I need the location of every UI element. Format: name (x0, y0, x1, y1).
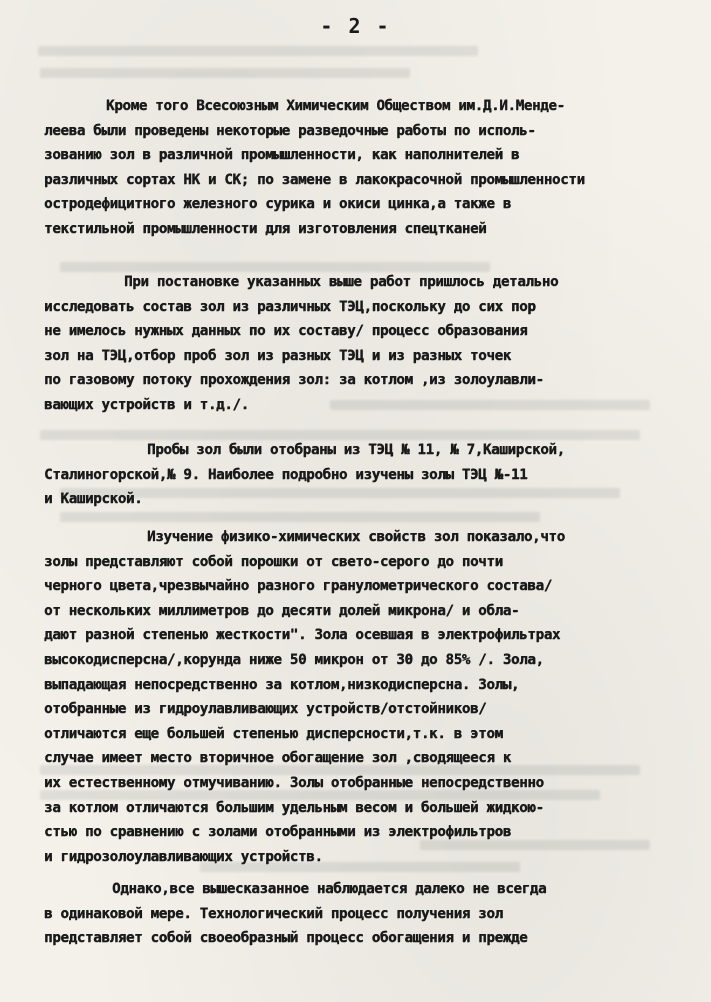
paragraph-5 (44, 877, 684, 951)
text-line: отобранные из гидроулавливающих устройств/отстойников/ (44, 701, 487, 718)
text-line: остродефицитного железного сурика и окиси цинка,а также в (44, 196, 511, 213)
text-line: Изучение физико-химических свойств зол показало,что (147, 529, 565, 545)
text-line: отличаются еще большей степенью дисперсности,т.к. в этом (44, 725, 503, 742)
text-line: исследовать состав зол из различных ТЭЦ,поскольку до сих пор (44, 298, 536, 315)
text-line: дают разной степенью жесткости". Зола осевшая в электрофильтрах (44, 627, 561, 644)
page-number: - 2 - (320, 14, 391, 38)
text-line: Кроме того Всесоюзным Химическим Обществом им.Д.И.Менде- (106, 98, 565, 114)
paragraph-3 (44, 438, 684, 512)
text-line: не имелось нужных данных по их составу/ процесс образования (44, 323, 528, 340)
text-line: Однако,все вышесказанное наблюдается далеко не всегда (112, 881, 547, 897)
text-line: Пробы зол были отобраны из ТЭЦ № 11, № 7,Каширской, (147, 442, 565, 458)
bleed-through-mark (40, 68, 410, 78)
text-line: и гидрозолоулавливающих устройств. (44, 848, 323, 865)
paragraph-1 (44, 94, 684, 242)
text-line: по газовому потоку прохождения зол: за котлом ,из золоулавли- (44, 372, 544, 389)
text-line: представляет собой своеобразный процесс обогащения и прежде (44, 930, 528, 947)
paragraph-2 (44, 270, 684, 418)
text-line: высокодисперсна/,корунда ниже 50 микрон от 30 до 85% /. Зола, (44, 651, 544, 668)
text-line: вающих устройств и т.д./. (44, 396, 249, 413)
text-line: зол на ТЭЦ,отбор проб зол из разных ТЭЦ и из разных точек (44, 347, 511, 364)
text-line: в одинаковой мере. Технологический процесс получения зол (44, 905, 503, 922)
text-line: их естественному отмучиванию. Золы отобранные непосредственно (44, 774, 544, 791)
text-line: различных сортах НК и СК; по замене в лакокрасочной промышленности (44, 171, 585, 188)
text-line: от нескольких миллиметров до десяти долей микрона/ и обла- (44, 602, 520, 619)
text-line: леева были проведены некоторые разведочные работы по исполь- (44, 122, 536, 139)
bleed-through-mark (60, 512, 540, 522)
text-line: зованию зол в различной промышленности, как наполнителей в (44, 147, 520, 164)
text-line: текстильной промышленности для изготовления спецтканей (44, 220, 487, 237)
text-line: случае имеет место вторичное обогащение зол ,сводящееся к (44, 750, 511, 767)
text-line: за котлом отличаются большим удельным весом и большей жидкою- (44, 799, 544, 816)
bleed-through-mark (38, 46, 478, 56)
text-line: При постановке указанных выше работ пришлось детально (124, 274, 559, 290)
text-line: стью по сравнению с золами отобранными из электрофильтров (44, 824, 511, 841)
text-line: черного цвета,чрезвычайно разного гранулометрического состава/ (44, 578, 552, 595)
paragraph-4 (44, 525, 684, 869)
text-line: выпадающая непосредственно за котлом,низкодисперсна. Золы, (44, 676, 520, 693)
text-line: Сталиногорской,№ 9. Наиболее подробно изучены золы ТЭЦ №-11 (44, 466, 528, 483)
text-line: золы представляют собой порошки от свето-серого до почти (44, 553, 503, 570)
text-line: и Каширской. (44, 491, 143, 508)
